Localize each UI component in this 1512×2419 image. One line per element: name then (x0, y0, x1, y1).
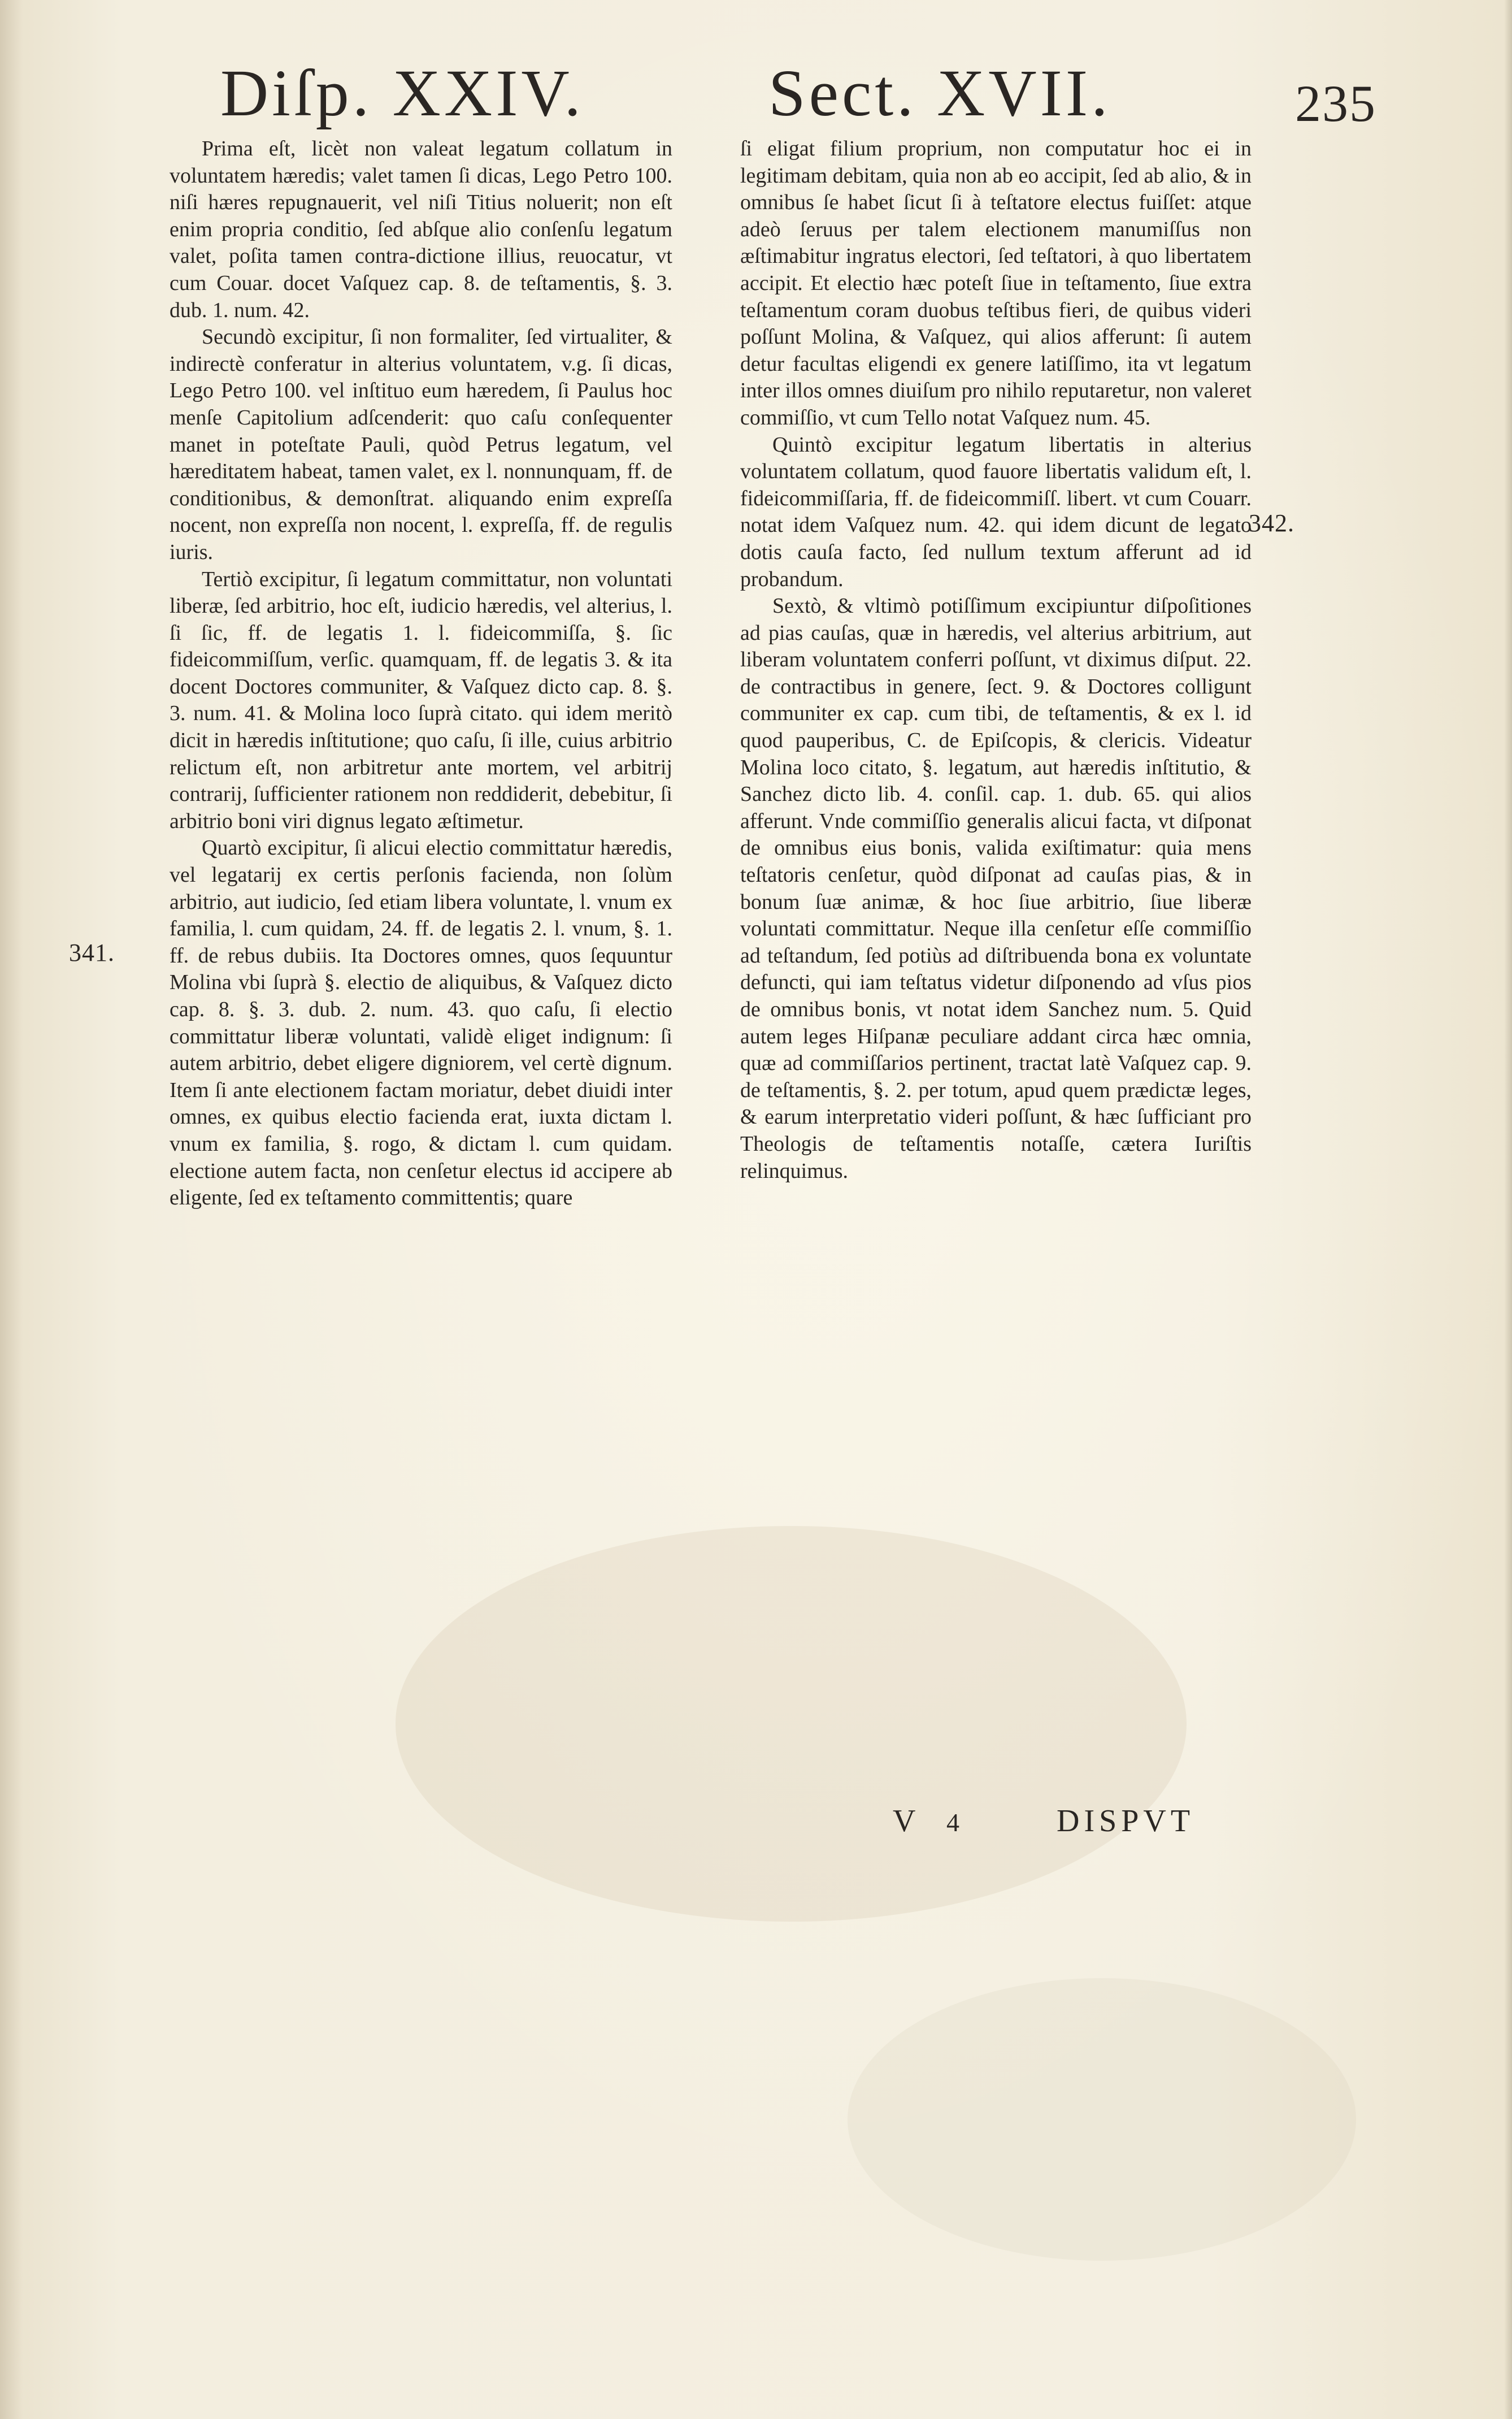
paragraph-quarto: Quartò excipitur, ſi alicui electio committatur hæredis, vel legatarij ex certis perſonis facienda, non ſolùm arbitrio, aut iudicio, ſed etiam libera voluntate, l. vnum ex familia, l. cum quidam, 24. ff. de legatis 2. l. vnum, §. 1. ff. de rebus dubiis. Ita Doctores omnes, quos ſequuntur Molina vbi ſuprà §. electio de aliquibus, & Vaſquez dicto cap. 8. §. 3. dub. 2. num. 43. quo caſu, ſi electio committatur liberæ voluntati, validè eliget indignum: ſi autem arbitrio, debet eligere digniorem, vel certè dignum. Item ſi ante electionem factam moriatur, debet diuidi inter omnes, ex quibus electio facienda erat, iuxta dictam l. vnum ex familia, §. rogo, & dictam l. cum quidam. electione autem facta, non cenſetur electus id accipere ab eligente, ſed ex teſtamento committentis; quare (170, 836, 672, 1210)
paragraph-tertio: Tertiò excipitur, ſi legatum committatur, non voluntati liberæ, ſed arbitrio, hoc eſt, iudicio hæredis, vel alterius, l. ſi ſic, ff. de legatis 1. l. fideicommiſſa, §. ſic fideicommiſſum, verſic. quamquam, ff. de legatis 3. & ita docent Doctores communiter, & Vaſquez dicto cap. 8. §. 3. num. 41. & Molina loco ſuprà citato. qui idem meritò dicit in hæredis inſtitutione; quo caſu, ſi ille, cuius arbitrio relictum eſt, non arbitretur ante mortem, vel arbitrij contrarij, ſufficienter rationem non reddiderit, debebitur, ſi arbitrio boni viri dignus legato æſtimetur. (170, 567, 672, 833)
signature-number: 4 (946, 1808, 965, 1837)
paragraph-prima: Prima eſt, licèt non valeat legatum collatum in voluntatem hæredis; valet tamen ſi dicas, Lego Petro 100. niſi hæres repugnauerit, vel niſi Titius noluerit; non eſt enim propria conditio, ſed abſque alio conſenſu legatum valet, poſita tamen contra-dictione illius, reuocatur, vt cum Couar. docet Vaſquez cap. 8. de teſtamentis, §. 3. dub. 1. num. 42. (170, 137, 672, 322)
left-column (170, 136, 672, 1212)
paper-stain (848, 1978, 1356, 2261)
paragraph-quinto: Quintò excipitur legatum libertatis in alterius voluntatem collatum, quod fauore libertatis validum eſt, l. fideicommiſſaria, ff. de fideicommiſſ. libert. vt cum Couarr. notat idem Vaſquez num. 42. qui idem dicunt de legato dotis cauſa facto, ſed nullum textum afferunt ad id probandum. (740, 432, 1252, 591)
running-head-section: Sect. XVII. (768, 56, 1111, 130)
paragraph-continuation: ſi eligat filium proprium, non computatur hoc ei in legitimam debitam, quia non ab eo accipit, ſed ab alio, & in omnibus ſe habet ſicut ſi à teſtatore electus fuiſſet: atque adeò ſeruus per talem electionem manumiſſus non æſtimabitur ingratus electori, ſed teſtatori, à quo libertatem accipit. Et electio hæc poteſt ſiue in teſtamento, ſiue extra teſtamentum coram duobus teſtibus fieri, de quibus videri poſſunt Molina, & Vaſquez, qui alios afferunt: ſi autem detur facultas eligendi ex genere latiſſimo, ita vt legatum inter illos omnes diuiſum pro nihilo reputaretur, non valeret commiſſio, vt cum Tello notat Vaſquez num. 45. (740, 137, 1252, 430)
catchword: DISPVT (1057, 1804, 1195, 1839)
page-edge-shadow (1504, 0, 1512, 2419)
paper-stain (396, 1526, 1187, 1922)
paragraph-secundo: Secundò excipitur, ſi non formaliter, ſed virtualiter, & indirectè conferatur in alterius voluntatem, v.g. ſi dicas, Lego Petro 100. vel inſtituo eum hæredem, ſi Paulus hoc menſe Capitolium adſcenderit: quo caſu conſequenter manet in poteſtate Pauli, quòd Petrus legatum, vel hæreditatem habeat, tamen valet, ex l. nonnunquam, ff. de conditionibus, & demonſtrat. aliquando enim expreſſa nocent, non expreſſa non nocent, l. expreſſa, ff. de regulis iuris. (170, 325, 672, 564)
margin-number-right: 342. (1249, 509, 1294, 537)
margin-number-left: 341. (69, 939, 115, 966)
page-number: 235 (1295, 75, 1376, 132)
page-gutter-shadow (0, 0, 23, 2419)
paragraph-sexto: Sextò, & vltimò potiſſimum excipiuntur diſpoſitiones ad pias cauſas, quæ in hæredis, vel alterius arbitrium, aut liberam voluntatem conferri poſſunt, vt diximus diſput. 22. de contractibus in genere, ſect. 9. & Doctores colligunt communiter ex cap. cum tibi, de teſtamentis, & ex l. id quod pauperibus, C. de Epiſcopis, & clericis. Videatur Molina loco citato, §. legatum, aut hæredis inſtitutio, & Sanchez dicto lib. 4. conſil. cap. 1. dub. 65. qui alios afferunt. Vnde commiſſio generalis alicui facta, vt diſponat de omnibus eius bonis, valida exiſtimatur: quia mens teſtatoris cenſetur, quòd diſponat ad cauſas pias, & in bonum ſuæ animæ, & hoc ſiue arbitrio, ſiue liberæ voluntati committatur. Neque illa cenſetur eſſe commiſſio ad teſtandum, ſed potiùs ad diſtribuenda bona ex voluntate defuncti, qui iam teſtatus videtur diſponendo ad vſus pios de omnibus bonis, vt notat idem Sanchez num. 5. Quid autem leges Hiſpanæ peculiare addant circa hæc omnia, quæ ad commiſſarios pertinent, tractat latè Vaſquez cap. 9. de teſtamentis, §. 2. per totum, apud quem prædictæ leges, & earum interpretatio videri poſſunt, & hæc ſufficiant pro Theologis de teſtamentis notaſſe, cætera Iuriſtis relinquimus. (740, 594, 1252, 1183)
running-head-disputation: Diſp. XXIV. (220, 56, 585, 130)
right-column (740, 136, 1252, 1185)
signature-letter: V (893, 1804, 922, 1839)
running-head (220, 56, 1376, 132)
